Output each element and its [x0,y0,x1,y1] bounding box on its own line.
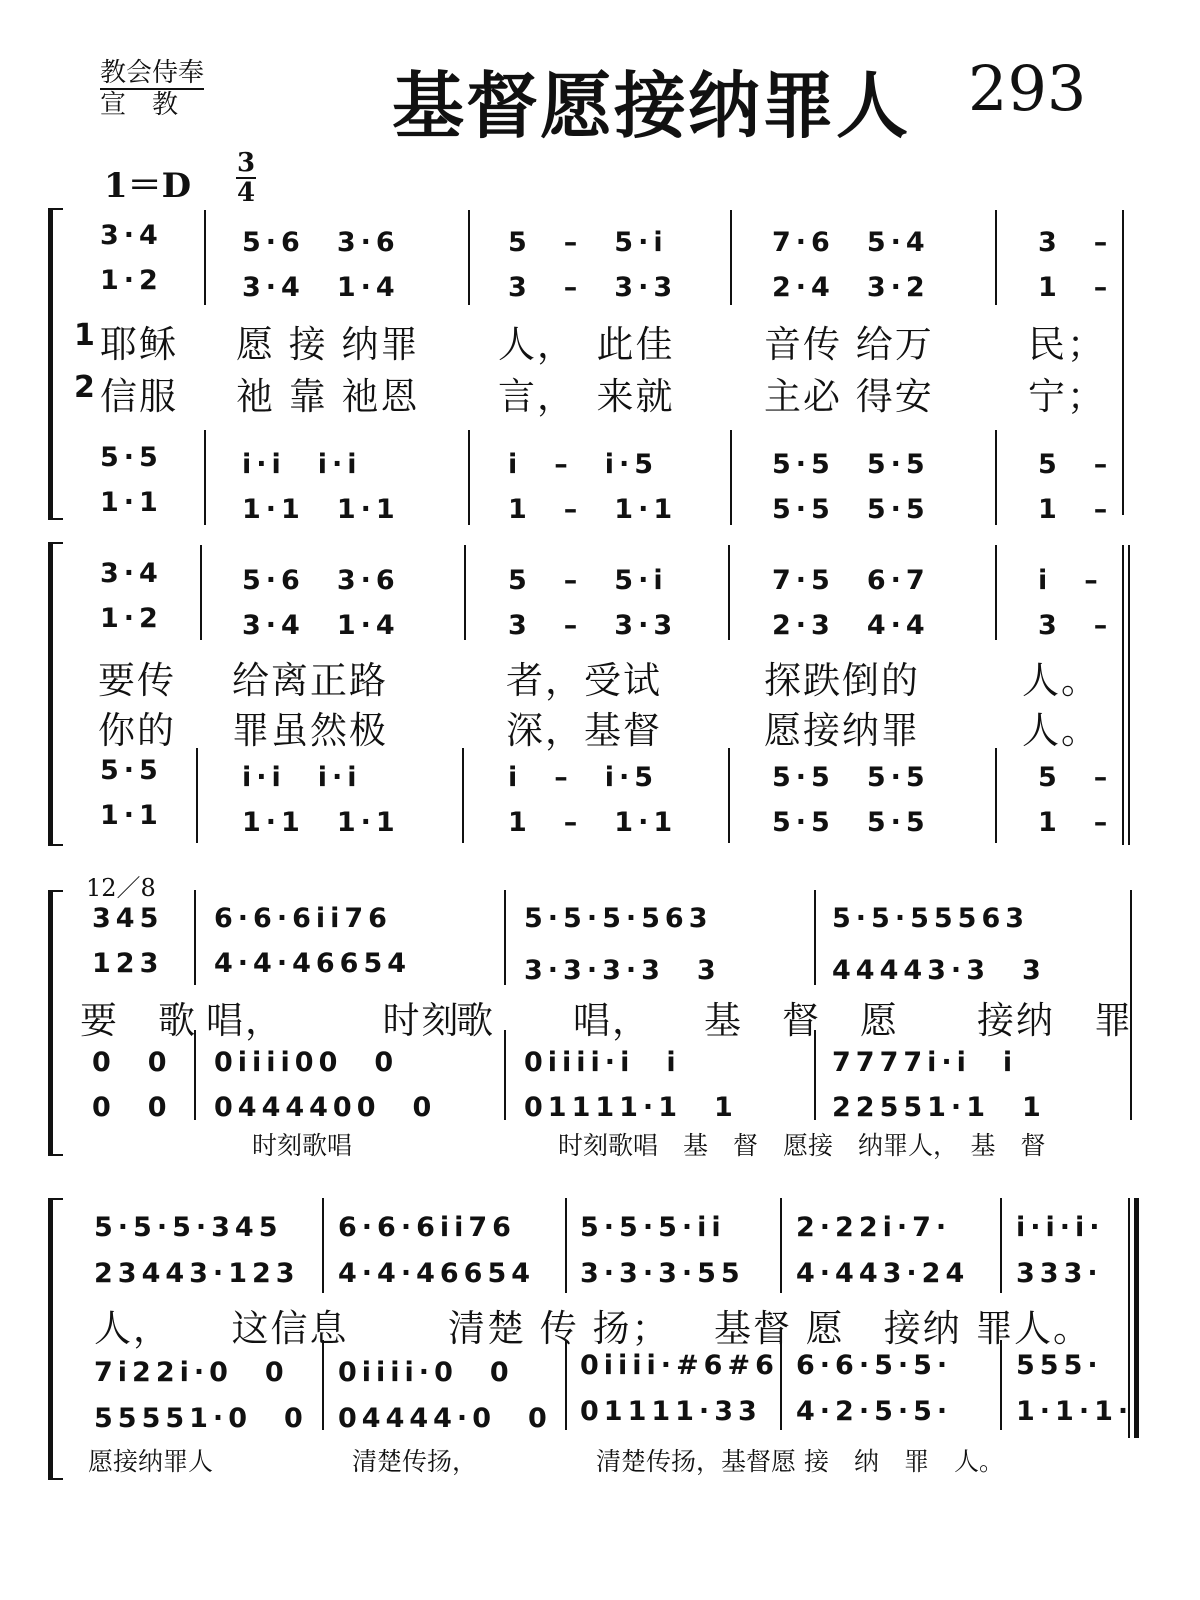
s2-soprano-m3: 7·5 6·7 [772,565,930,596]
s3-alto-m3: 44443·3 3 [832,955,1046,986]
barline [1128,545,1130,845]
s4-tenor-m0: 7i22i·0 0 [94,1357,289,1388]
time-signature [236,150,256,206]
category-line-2: 宣 教 [100,90,179,120]
s2-tenor-m0: 5·5 [100,755,163,786]
barline [462,748,464,843]
s3-lyrics-m0: 要 歌 [80,999,197,1042]
s1-soprano-m4: 3 – [1038,227,1113,258]
s3-lyrics-m1: 唱， 时刻 [206,999,461,1042]
time-signature-bottom: 4 [236,178,256,208]
barline [780,1198,782,1293]
system-3-bracket [48,890,63,1156]
time-signature-top: 3 [236,148,256,178]
s2-soprano-m4: i – [1038,565,1103,596]
s3-bass-m0: 0 0 [92,1092,172,1123]
final-barline [1134,1198,1139,1438]
s1-bass-m3: 5·5 5·5 [772,494,930,525]
barline [464,545,466,640]
s1-bass-m1: 1·1 1·1 [242,494,400,525]
s4-bass-m1: 04444·0 0 [338,1403,552,1434]
s4-tenor-m2: 0iiii·#6#6 [580,1350,779,1381]
s3-soprano-m2: 5·5·5·563 [524,903,713,934]
s2-verse2-m1: 罪虽然极 [232,709,388,752]
s2-tenor-m4: 5 – [1038,762,1113,793]
barline [728,748,730,843]
s3-lower-lyrics-m2: 时刻歌唱 基 督 愿接 纳罪人， 基 督 [558,1131,1046,1160]
s3-tenor-m1: 0iiii00 0 [214,1047,399,1078]
barline [995,210,997,305]
s1-verse1-m4: 民； [1028,323,1106,366]
s2-alto-m4: 3 – [1038,610,1113,641]
s4-tenor-m4: 555· [1016,1350,1103,1381]
barline [565,1340,567,1430]
system-4-bracket [48,1198,63,1480]
barline [1122,210,1124,515]
s4-alto-m3: 4·443·24 [796,1258,970,1289]
s1-verse1-m0: 耶稣 [100,323,178,366]
s3-alto-m1: 4·4·46654 [214,948,412,979]
barline [504,890,506,985]
verse-number-1: 1 [74,318,97,353]
s4-lower-lyrics-m2: 清楚传扬，基督愿 接 纳 罪 人。 [596,1447,1004,1476]
s4-lower-lyrics-m1: 清楚传扬， [352,1447,478,1476]
barline [322,1340,324,1430]
s3-lyrics-m2: 歌 唱， [456,999,651,1042]
s3-soprano-m1: 6·6·6ii76 [214,903,392,934]
s1-verse2-m4: 宁； [1028,375,1106,418]
s2-alto-m1: 3·4 1·4 [242,610,400,641]
barline [728,545,730,640]
barline [194,890,196,985]
s1-verse2-m2: 言， 来就 [498,375,675,418]
s4-lyrics-m0: 人， 这信息 [94,1307,349,1350]
s2-alto-m0: 1·2 [100,603,163,634]
s1-verse2-m3: 主必 得安 [764,375,934,418]
s3-lyrics-m3: 基 督 愿 接纳 罪 [704,999,1133,1042]
barline [814,890,816,985]
s4-soprano-m1: 6·6·6ii76 [338,1212,516,1243]
barline [1122,545,1124,845]
s4-soprano-m0: 5·5·5·345 [94,1212,283,1243]
s2-verse1-m0: 要传 [98,659,176,702]
s2-soprano-m2: 5 – 5·i [508,565,668,596]
s3-soprano-m0: 345 [92,903,164,934]
key-signature: 1＝D [104,166,192,206]
s2-verse2-m2: 深，基督 [506,709,662,752]
s2-verse1-m3: 探跌倒的 [764,659,920,702]
s1-alto-m4: 1 – [1038,272,1113,303]
s4-lower-lyrics-m0: 愿接纳罪人 [88,1447,214,1476]
s2-alto-m2: 3 – 3·3 [508,610,678,641]
s1-tenor-m1: i·i i·i [242,449,362,480]
s4-tenor-m3: 6·6·5·5· [796,1350,953,1381]
s1-bass-m4: 1 – [1038,494,1113,525]
s1-verse1-m3: 音传 给万 [764,323,934,366]
s1-soprano-m1: 5·6 3·6 [242,227,400,258]
s4-soprano-m2: 5·5·5·ii [580,1212,726,1243]
system-2-bracket [48,542,63,846]
hymn-number: 293 [968,52,1087,125]
s4-bass-m0: 55551·0 0 [94,1403,308,1434]
barline [995,748,997,843]
s3-soprano-m3: 5·5·55563 [832,903,1030,934]
s2-bass-m0: 1·1 [100,800,163,831]
s3-alto-m2: 3·3·3·3 3 [524,955,721,986]
barline [1000,1198,1002,1293]
s1-verse1-m1: 愿 接 纳罪 [236,323,420,366]
s2-tenor-m3: 5·5 5·5 [772,762,930,793]
s3-bass-m2: 01111·1 1 [524,1092,738,1123]
s1-alto-m2: 3 – 3·3 [508,272,678,303]
s3-bass-m3: 22551·1 1 [832,1092,1046,1123]
verse-number-2: 2 [74,370,97,405]
s2-verse1-m2: 者，受试 [506,659,662,702]
s4-lyrics-m2: 基督 愿 接纳 罪 [714,1307,1015,1350]
s4-lyrics-m3: 人。 [1014,1307,1092,1350]
s1-tenor-m2: i – i·5 [508,449,659,480]
s3-bass-m1: 0444400 0 [214,1092,437,1123]
category-line-1: 教会侍奉 [100,58,205,88]
s4-soprano-m3: 2·22i·7· [796,1212,952,1243]
s2-tenor-m2: i – i·5 [508,762,659,793]
s4-alto-m4: 333· [1016,1258,1103,1289]
s4-alto-m0: 23443·123 [94,1258,300,1289]
s1-soprano-m3: 7·6 5·4 [772,227,930,258]
s1-alto-m3: 2·4 3·2 [772,272,930,303]
s1-verse1-m2: 人， 此佳 [498,323,675,366]
system-1-bracket [48,208,63,520]
s4-alto-m1: 4·4·46654 [338,1258,536,1289]
s1-tenor-m0: 5·5 [100,442,163,473]
barline [730,430,732,525]
s1-tenor-m3: 5·5 5·5 [772,449,930,480]
barline [204,210,206,305]
s2-soprano-m0: 3·4 [100,558,163,589]
s1-tenor-m4: 5 – [1038,449,1113,480]
s2-verse2-m0: 你的 [98,709,176,752]
s3-alto-m0: 123 [92,948,164,979]
barline [995,545,997,640]
s3-lower-lyrics-m1: 时刻歌唱 [252,1131,353,1160]
hymn-title: 基督愿接纳罪人 [392,64,911,148]
s1-soprano-m0: 3·4 [100,220,163,251]
barline [468,430,470,525]
s2-alto-m3: 2·3 4·4 [772,610,930,641]
barline [200,545,202,640]
s2-bass-m1: 1·1 1·1 [242,807,400,838]
s4-lyrics-m1: 清楚 传 扬； [448,1307,671,1350]
s2-bass-m2: 1 – 1·1 [508,807,678,838]
s2-verse2-m3: 愿接纳罪 [764,709,920,752]
barline [204,430,206,525]
s4-bass-m4: 1·1·1· [1016,1396,1134,1427]
barline [565,1198,567,1293]
s4-tenor-m1: 0iiii·0 0 [338,1357,514,1388]
s1-bass-m2: 1 – 1·1 [508,494,678,525]
category-label [100,58,204,120]
s2-bass-m3: 5·5 5·5 [772,807,930,838]
s2-verse1-m4: 人。 [1022,659,1100,702]
barline [1000,1340,1002,1430]
barline [196,748,198,843]
s2-bass-m4: 1 – [1038,807,1113,838]
s1-alto-m1: 3·4 1·4 [242,272,400,303]
s2-verse1-m1: 给离正路 [232,659,388,702]
s3-tenor-m3: 7777i·i i [832,1047,1018,1078]
s1-alto-m0: 1·2 [100,265,163,296]
s1-bass-m0: 1·1 [100,487,163,518]
s4-soprano-m4: i·i·i· [1016,1212,1105,1243]
barline [730,210,732,305]
s1-verse2-m0: 信服 [100,375,178,418]
s3-tenor-m0: 0 0 [92,1047,172,1078]
s1-soprano-m2: 5 – 5·i [508,227,668,258]
barline [780,1340,782,1430]
barline [322,1198,324,1293]
meter-change: 12／8 [86,874,156,902]
s4-alto-m2: 3·3·3·55 [580,1258,745,1289]
s4-bass-m3: 4·2·5·5· [796,1396,953,1427]
s2-tenor-m1: i·i i·i [242,762,362,793]
s3-tenor-m2: 0iiii·i i [524,1047,681,1078]
barline [995,430,997,525]
s2-verse2-m4: 人。 [1022,709,1100,752]
barline [468,210,470,305]
s4-bass-m2: 01111·33 [580,1396,762,1427]
s1-verse2-m1: 祂 靠 祂恩 [236,375,420,418]
s2-soprano-m1: 5·6 3·6 [242,565,400,596]
